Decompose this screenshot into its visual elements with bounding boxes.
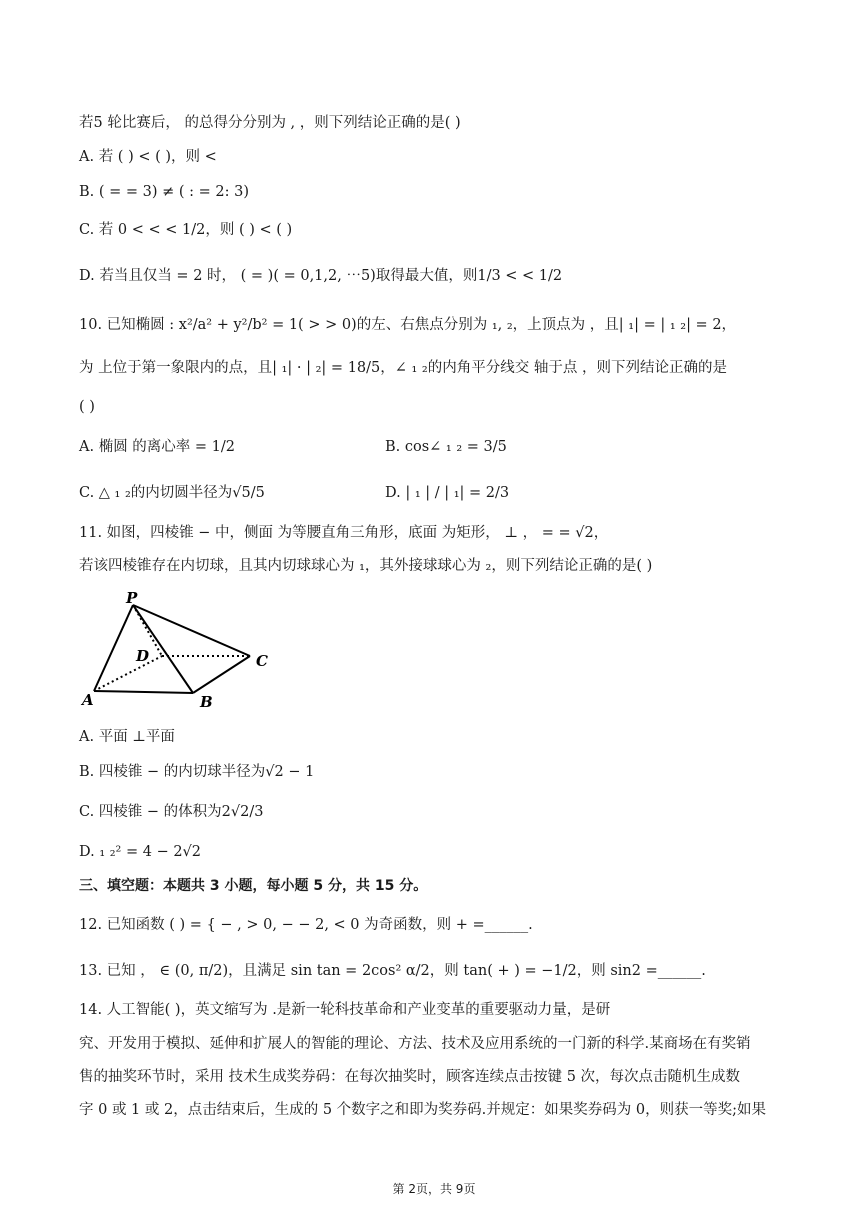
edge-bc bbox=[193, 656, 250, 693]
q10-line-2: 为 上位于第一象限内的点，且| ₁| · | ₂| = 18/5，∠ ₁ ₂的内角平分线交 轴于点 ，则下列结论正确的是 bbox=[79, 360, 727, 376]
pyramid-figure bbox=[80, 590, 280, 715]
q11-option-c: C. 四棱锥 − 的体积为2√2/3 bbox=[79, 804, 264, 820]
q9-option-d: D. 若当且仅当 = 2 时， ( = )( = 0,1,2, ⋯5)取得最大值，则1/3 < < 1/2 bbox=[79, 268, 563, 284]
q9-option-a: A. 若 ( ) < ( )，则 < bbox=[79, 149, 217, 165]
label-a: A bbox=[82, 691, 94, 709]
q9-stem: 若5 轮比赛后， 的总得分分别为 , ，则下列结论正确的是( ) bbox=[79, 115, 461, 131]
q14-line-3: 售的抽奖环节时，采用 技术生成奖券码：在每次抽奖时，顾客连续点击按键 5 次，每次点击随机生成数 bbox=[79, 1069, 741, 1085]
label-b: B bbox=[200, 693, 213, 711]
edge-ab bbox=[94, 691, 193, 693]
edge-pa bbox=[94, 605, 133, 691]
q11-option-d: D. ₁ ₂² = 4 − 2√2 bbox=[79, 844, 202, 860]
section-3-title: 三、填空题：本题共 3 小题，每小题 5 分，共 15 分。 bbox=[79, 878, 428, 894]
q10-option-d: D. | ₁ | / | ₁| = 2/3 bbox=[385, 485, 510, 501]
label-d: D bbox=[136, 647, 150, 665]
q10-option-c: C. △ ₁ ₂的内切圆半径为√5/5 bbox=[79, 485, 265, 501]
q14-line-2: 究、开发用于模拟、延伸和扩展人的智能的理论、方法、技术及应用系统的一门新的科学.某商场在有奖销 bbox=[79, 1036, 751, 1052]
q11-option-b: B. 四棱锥 − 的内切球半径为√2 − 1 bbox=[79, 764, 315, 780]
q13: 13. 已知 ， ∈ (0, π/2)，且满足 sin tan = 2cos² α/2，则 tan( + ) = −1/2，则 sin2 =______. bbox=[79, 963, 706, 979]
q14-line-1: 14. 人工智能( )，英文缩写为 .是新一轮科技革命和产业变革的重要驱动力量，是研 bbox=[79, 1002, 611, 1018]
label-c: C bbox=[256, 652, 268, 670]
q11-option-a: A. 平面 ⊥平面 bbox=[79, 729, 175, 745]
q9-option-b: B. ( = = 3) ≠ ( : = 2: 3) bbox=[79, 184, 250, 200]
page-footer: 第 2页，共 9页 bbox=[392, 1182, 476, 1196]
q10-option-a: A. 椭圆 的离心率 = 1/2 bbox=[79, 439, 236, 455]
q14-line-4: 字 0 或 1 或 2，点击结束后，生成的 5 个数字之和即为奖券码.并规定：如果奖券码为 0，则获一等奖;如果 bbox=[79, 1102, 766, 1118]
q12: 12. 已知函数 ( ) = { − , > 0, − − 2, < 0 为奇函数，则 + =______. bbox=[79, 917, 533, 933]
q9-option-c: C. 若 0 < < < 1/2，则 ( ) < ( ) bbox=[79, 222, 293, 238]
q11-line-2: 若该四棱锥存在内切球，且其内切球球心为 ₁，其外接球球心为 ₂，则下列结论正确的是( ) bbox=[79, 558, 653, 574]
q10-line-3: ( ) bbox=[79, 399, 95, 415]
label-p: P bbox=[126, 590, 138, 607]
q10-line-1: 10. 已知椭圆 : x²/a² + y²/b² = 1( > > 0)的左、右焦点分别为 ₁, ₂，上顶点为 ，且| ₁| = | ₁ ₂| = 2， bbox=[79, 317, 737, 333]
edge-ad bbox=[94, 656, 162, 691]
q11-line-1: 11. 如图，四棱锥 − 中，侧面 为等腰直角三角形，底面 为矩形， ⊥ ， = = √2， bbox=[79, 525, 609, 541]
q10-option-b: B. cos∠ ₁ ₂ = 3/5 bbox=[385, 439, 507, 455]
